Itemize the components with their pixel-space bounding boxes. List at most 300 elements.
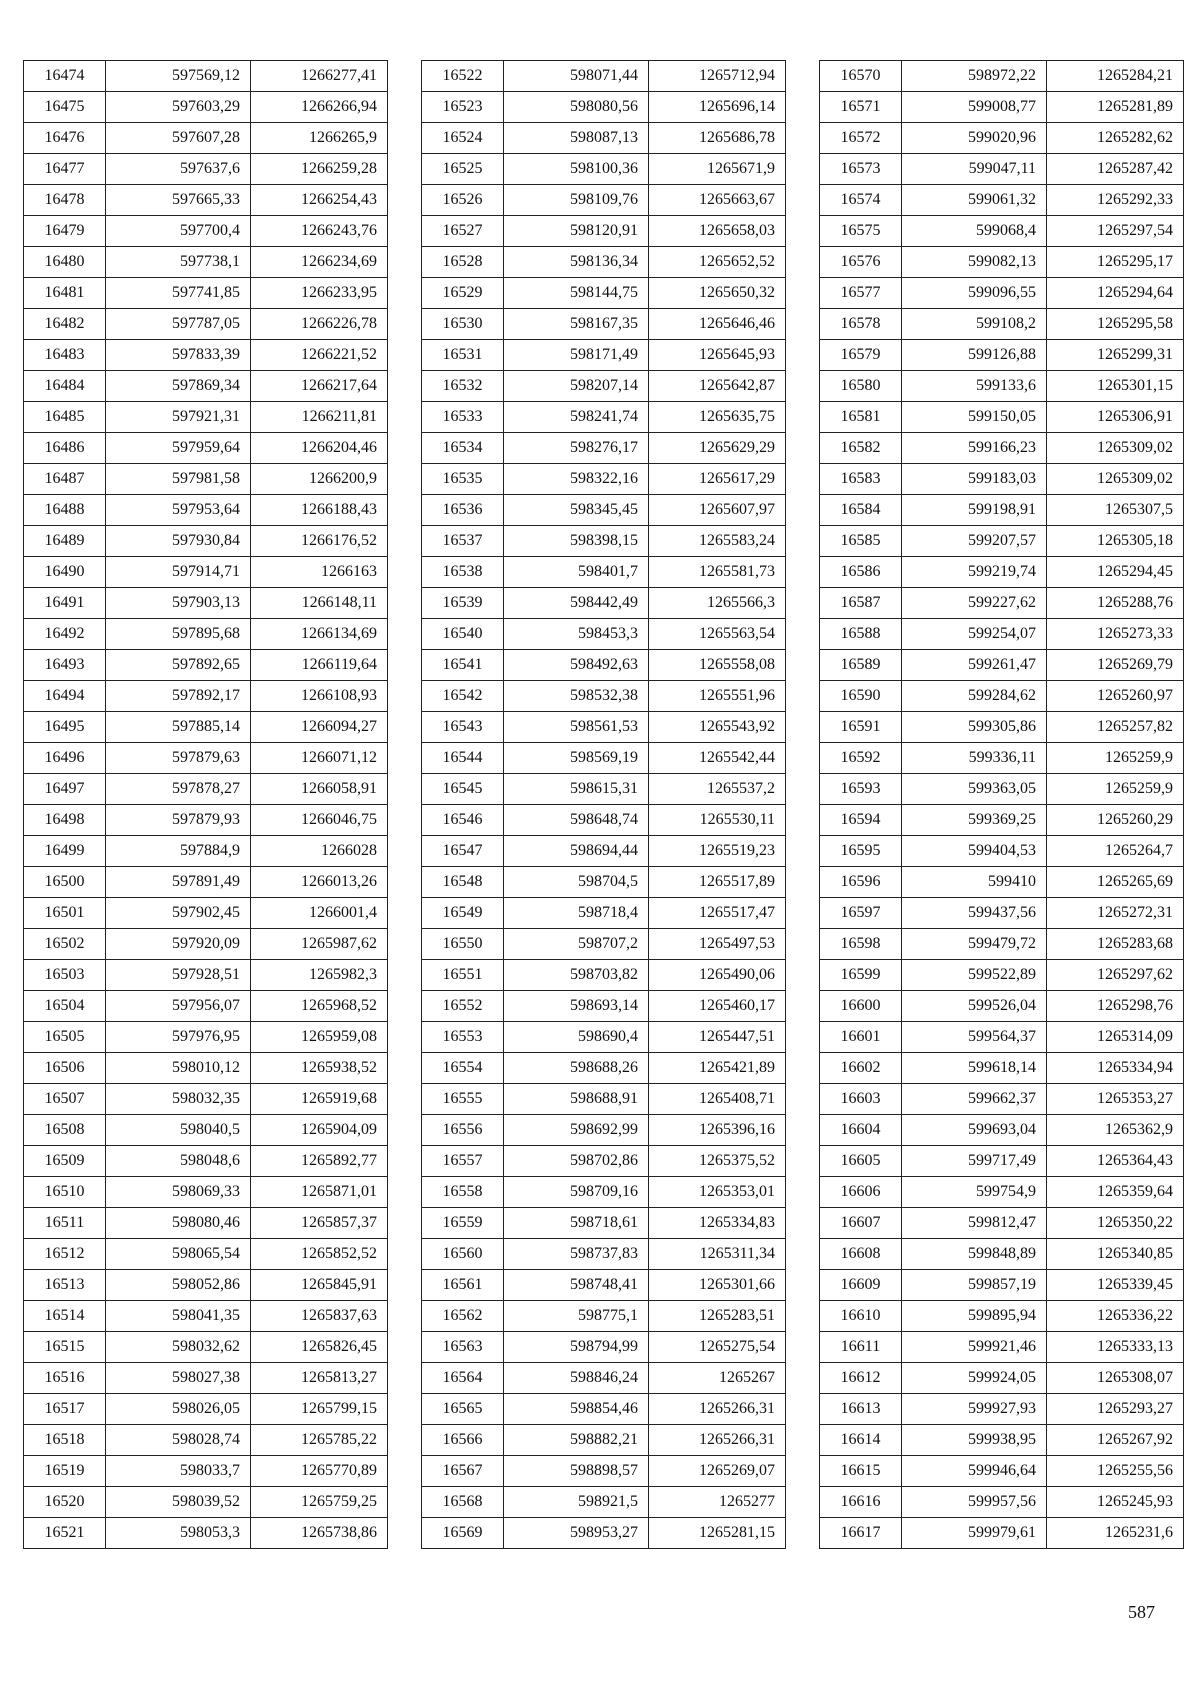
y-coordinate-cell: 1265566,3 [649, 588, 786, 619]
table-row [24, 1084, 388, 1115]
x-coordinate-cell: 598898,57 [504, 1456, 649, 1487]
point-number-cell: 16562 [422, 1301, 504, 1332]
point-number-cell: 16583 [820, 464, 902, 495]
table-row [820, 1518, 1184, 1549]
point-number-cell: 16560 [422, 1239, 504, 1270]
point-number-cell: 16612 [820, 1363, 902, 1394]
table-row [820, 774, 1184, 805]
x-coordinate-cell: 598100,36 [504, 154, 649, 185]
x-coordinate-cell: 598065,54 [106, 1239, 251, 1270]
x-coordinate-cell: 597930,84 [106, 526, 251, 557]
point-number-cell: 16532 [422, 371, 504, 402]
table-row [422, 309, 786, 340]
x-coordinate-cell: 598040,5 [106, 1115, 251, 1146]
point-number-cell: 16590 [820, 681, 902, 712]
y-coordinate-cell: 1265635,75 [649, 402, 786, 433]
y-coordinate-cell: 1265340,85 [1047, 1239, 1184, 1270]
point-number-cell: 16580 [820, 371, 902, 402]
point-number-cell: 16481 [24, 278, 106, 309]
y-coordinate-cell: 1265295,17 [1047, 247, 1184, 278]
y-coordinate-cell: 1266221,52 [251, 340, 388, 371]
table-row [422, 247, 786, 278]
table-row [24, 1270, 388, 1301]
y-coordinate-cell: 1265284,21 [1047, 61, 1184, 92]
y-coordinate-cell: 1265837,63 [251, 1301, 388, 1332]
point-number-cell: 16514 [24, 1301, 106, 1332]
point-number-cell: 16552 [422, 991, 504, 1022]
y-coordinate-cell: 1265845,91 [251, 1270, 388, 1301]
x-coordinate-cell: 598080,46 [106, 1208, 251, 1239]
y-coordinate-cell: 1265658,03 [649, 216, 786, 247]
x-coordinate-cell: 599261,47 [902, 650, 1047, 681]
table-row [820, 1115, 1184, 1146]
point-number-cell: 16576 [820, 247, 902, 278]
x-coordinate-cell: 599068,4 [902, 216, 1047, 247]
y-coordinate-cell: 1265293,27 [1047, 1394, 1184, 1425]
point-number-cell: 16497 [24, 774, 106, 805]
x-coordinate-cell: 599437,56 [902, 898, 1047, 929]
y-coordinate-cell: 1265530,11 [649, 805, 786, 836]
x-coordinate-cell: 597976,95 [106, 1022, 251, 1053]
table-row [820, 526, 1184, 557]
point-number-cell: 16522 [422, 61, 504, 92]
y-coordinate-cell: 1265938,52 [251, 1053, 388, 1084]
point-number-cell: 16496 [24, 743, 106, 774]
y-coordinate-cell: 1265245,93 [1047, 1487, 1184, 1518]
table-row [24, 247, 388, 278]
point-number-cell: 16523 [422, 92, 504, 123]
x-coordinate-cell: 599284,62 [902, 681, 1047, 712]
point-number-cell: 16548 [422, 867, 504, 898]
x-coordinate-cell: 597787,05 [106, 309, 251, 340]
table-row [422, 61, 786, 92]
point-number-cell: 16572 [820, 123, 902, 154]
point-number-cell: 16502 [24, 929, 106, 960]
point-number-cell: 16600 [820, 991, 902, 1022]
table-row [24, 1239, 388, 1270]
table-row [820, 1270, 1184, 1301]
point-number-cell: 16495 [24, 712, 106, 743]
x-coordinate-cell: 598921,5 [504, 1487, 649, 1518]
table-row [24, 123, 388, 154]
point-number-cell: 16574 [820, 185, 902, 216]
point-number-cell: 16615 [820, 1456, 902, 1487]
y-coordinate-cell: 1265334,83 [649, 1208, 786, 1239]
x-coordinate-cell: 597885,14 [106, 712, 251, 743]
table-row [422, 123, 786, 154]
x-coordinate-cell: 598071,44 [504, 61, 649, 92]
x-coordinate-cell: 599410 [902, 867, 1047, 898]
y-coordinate-cell: 1265266,31 [649, 1394, 786, 1425]
x-coordinate-cell: 597738,1 [106, 247, 251, 278]
x-coordinate-cell: 598144,75 [504, 278, 649, 309]
x-coordinate-cell: 598041,35 [106, 1301, 251, 1332]
y-coordinate-cell: 1265959,08 [251, 1022, 388, 1053]
x-coordinate-cell: 599219,74 [902, 557, 1047, 588]
x-coordinate-cell: 599979,61 [902, 1518, 1047, 1549]
y-coordinate-cell: 1266058,91 [251, 774, 388, 805]
table-row [422, 92, 786, 123]
point-number-cell: 16581 [820, 402, 902, 433]
table-row [422, 1394, 786, 1425]
table-row [24, 1518, 388, 1549]
table-row [820, 185, 1184, 216]
point-number-cell: 16591 [820, 712, 902, 743]
x-coordinate-cell: 598453,3 [504, 619, 649, 650]
y-coordinate-cell: 1265260,29 [1047, 805, 1184, 836]
page-number: 587 [1128, 1602, 1155, 1622]
y-coordinate-cell: 1265558,08 [649, 650, 786, 681]
point-number-cell: 16539 [422, 588, 504, 619]
x-coordinate-cell: 599008,77 [902, 92, 1047, 123]
y-coordinate-cell: 1265652,52 [649, 247, 786, 278]
point-number-cell: 16611 [820, 1332, 902, 1363]
y-coordinate-cell: 1265283,68 [1047, 929, 1184, 960]
point-number-cell: 16595 [820, 836, 902, 867]
y-coordinate-cell: 1265871,01 [251, 1177, 388, 1208]
y-coordinate-cell: 1266119,64 [251, 650, 388, 681]
y-coordinate-cell: 1266134,69 [251, 619, 388, 650]
y-coordinate-cell: 1266211,81 [251, 402, 388, 433]
point-number-cell: 16535 [422, 464, 504, 495]
y-coordinate-cell: 1265264,7 [1047, 836, 1184, 867]
y-coordinate-cell: 1265294,45 [1047, 557, 1184, 588]
y-coordinate-cell: 1265309,02 [1047, 433, 1184, 464]
point-number-cell: 16589 [820, 650, 902, 681]
y-coordinate-cell: 1266277,41 [251, 61, 388, 92]
y-coordinate-cell: 1265299,31 [1047, 340, 1184, 371]
point-number-cell: 16597 [820, 898, 902, 929]
table-row [422, 929, 786, 960]
y-coordinate-cell: 1265519,23 [649, 836, 786, 867]
y-coordinate-cell: 1265353,01 [649, 1177, 786, 1208]
x-coordinate-cell: 599133,6 [902, 371, 1047, 402]
table-row [422, 1301, 786, 1332]
point-number-cell: 16525 [422, 154, 504, 185]
table-row [24, 340, 388, 371]
x-coordinate-cell: 599150,05 [902, 402, 1047, 433]
x-coordinate-cell: 598207,14 [504, 371, 649, 402]
y-coordinate-cell: 1265375,52 [649, 1146, 786, 1177]
point-number-cell: 16476 [24, 123, 106, 154]
x-coordinate-cell: 598882,21 [504, 1425, 649, 1456]
y-coordinate-cell: 1265982,3 [251, 960, 388, 991]
x-coordinate-cell: 597603,29 [106, 92, 251, 123]
table-row [24, 92, 388, 123]
point-number-cell: 16517 [24, 1394, 106, 1425]
x-coordinate-cell: 598398,15 [504, 526, 649, 557]
x-coordinate-cell: 599047,11 [902, 154, 1047, 185]
table-row [422, 464, 786, 495]
point-number-cell: 16554 [422, 1053, 504, 1084]
y-coordinate-cell: 1265307,5 [1047, 495, 1184, 526]
point-number-cell: 16547 [422, 836, 504, 867]
y-coordinate-cell: 1265260,97 [1047, 681, 1184, 712]
y-coordinate-cell: 1265759,25 [251, 1487, 388, 1518]
x-coordinate-cell: 599564,37 [902, 1022, 1047, 1053]
x-coordinate-cell: 598026,05 [106, 1394, 251, 1425]
x-coordinate-cell: 598069,33 [106, 1177, 251, 1208]
point-number-cell: 16513 [24, 1270, 106, 1301]
table-row [820, 836, 1184, 867]
table-row [422, 1332, 786, 1363]
point-number-cell: 16596 [820, 867, 902, 898]
x-coordinate-cell: 598010,12 [106, 1053, 251, 1084]
y-coordinate-cell: 1265362,9 [1047, 1115, 1184, 1146]
table-row [820, 1208, 1184, 1239]
point-number-cell: 16578 [820, 309, 902, 340]
y-coordinate-cell: 1265396,16 [649, 1115, 786, 1146]
x-coordinate-cell: 599662,37 [902, 1084, 1047, 1115]
x-coordinate-cell: 599618,14 [902, 1053, 1047, 1084]
point-number-cell: 16542 [422, 681, 504, 712]
y-coordinate-cell: 1265537,2 [649, 774, 786, 805]
table-row [24, 929, 388, 960]
table-row [422, 1425, 786, 1456]
table-row [422, 1518, 786, 1549]
x-coordinate-cell: 598775,1 [504, 1301, 649, 1332]
x-coordinate-cell: 599693,04 [902, 1115, 1047, 1146]
y-coordinate-cell: 1266001,4 [251, 898, 388, 929]
point-number-cell: 16490 [24, 557, 106, 588]
point-number-cell: 16546 [422, 805, 504, 836]
table-row [24, 712, 388, 743]
point-number-cell: 16598 [820, 929, 902, 960]
point-number-cell: 16613 [820, 1394, 902, 1425]
point-number-cell: 16603 [820, 1084, 902, 1115]
point-number-cell: 16474 [24, 61, 106, 92]
point-number-cell: 16505 [24, 1022, 106, 1053]
y-coordinate-cell: 1265281,15 [649, 1518, 786, 1549]
table-row [820, 1084, 1184, 1115]
table-row [422, 836, 786, 867]
x-coordinate-cell: 597833,39 [106, 340, 251, 371]
point-number-cell: 16567 [422, 1456, 504, 1487]
point-number-cell: 16557 [422, 1146, 504, 1177]
table-row [422, 340, 786, 371]
y-coordinate-cell: 1265288,76 [1047, 588, 1184, 619]
x-coordinate-cell: 598648,74 [504, 805, 649, 836]
table-row [820, 650, 1184, 681]
point-number-cell: 16609 [820, 1270, 902, 1301]
point-number-cell: 16588 [820, 619, 902, 650]
x-coordinate-cell: 598027,38 [106, 1363, 251, 1394]
point-number-cell: 16508 [24, 1115, 106, 1146]
y-coordinate-cell: 1265857,37 [251, 1208, 388, 1239]
table-row [820, 495, 1184, 526]
table-row [24, 1115, 388, 1146]
y-coordinate-cell: 1265309,02 [1047, 464, 1184, 495]
table-row [422, 1363, 786, 1394]
table-row [24, 154, 388, 185]
x-coordinate-cell: 598241,74 [504, 402, 649, 433]
point-number-cell: 16570 [820, 61, 902, 92]
x-coordinate-cell: 598033,7 [106, 1456, 251, 1487]
point-number-cell: 16524 [422, 123, 504, 154]
table-row [24, 61, 388, 92]
x-coordinate-cell: 598693,14 [504, 991, 649, 1022]
table-row [422, 278, 786, 309]
y-coordinate-cell: 1265517,89 [649, 867, 786, 898]
x-coordinate-cell: 599927,93 [902, 1394, 1047, 1425]
y-coordinate-cell: 1265273,33 [1047, 619, 1184, 650]
point-number-cell: 16527 [422, 216, 504, 247]
table-row [820, 464, 1184, 495]
point-number-cell: 16541 [422, 650, 504, 681]
y-coordinate-cell: 1265314,09 [1047, 1022, 1184, 1053]
y-coordinate-cell: 1265334,94 [1047, 1053, 1184, 1084]
y-coordinate-cell: 1266163 [251, 557, 388, 588]
point-number-cell: 16488 [24, 495, 106, 526]
y-coordinate-cell: 1265267 [649, 1363, 786, 1394]
table-row [422, 712, 786, 743]
x-coordinate-cell: 598846,24 [504, 1363, 649, 1394]
point-number-cell: 16482 [24, 309, 106, 340]
table-row [24, 743, 388, 774]
point-number-cell: 16503 [24, 960, 106, 991]
table-row [24, 216, 388, 247]
y-coordinate-cell: 1265339,45 [1047, 1270, 1184, 1301]
table-row [820, 1146, 1184, 1177]
x-coordinate-cell: 599848,89 [902, 1239, 1047, 1270]
x-coordinate-cell: 598561,53 [504, 712, 649, 743]
y-coordinate-cell: 1265563,54 [649, 619, 786, 650]
x-coordinate-cell: 597903,13 [106, 588, 251, 619]
table-row [24, 464, 388, 495]
table-row [820, 309, 1184, 340]
x-coordinate-cell: 597895,68 [106, 619, 251, 650]
y-coordinate-cell: 1265287,42 [1047, 154, 1184, 185]
y-coordinate-cell: 1265799,15 [251, 1394, 388, 1425]
table-row [422, 805, 786, 836]
y-coordinate-cell: 1265265,69 [1047, 867, 1184, 898]
point-number-cell: 16519 [24, 1456, 106, 1487]
x-coordinate-cell: 598048,6 [106, 1146, 251, 1177]
point-number-cell: 16540 [422, 619, 504, 650]
table-row [422, 1456, 786, 1487]
point-number-cell: 16549 [422, 898, 504, 929]
y-coordinate-cell: 1265275,54 [649, 1332, 786, 1363]
table-row [820, 557, 1184, 588]
x-coordinate-cell: 599526,04 [902, 991, 1047, 1022]
x-coordinate-cell: 597892,17 [106, 681, 251, 712]
point-number-cell: 16544 [422, 743, 504, 774]
point-number-cell: 16510 [24, 1177, 106, 1208]
point-number-cell: 16520 [24, 1487, 106, 1518]
x-coordinate-cell: 598171,49 [504, 340, 649, 371]
y-coordinate-cell: 1265259,9 [1047, 743, 1184, 774]
table-row [422, 557, 786, 588]
y-coordinate-cell: 1265269,79 [1047, 650, 1184, 681]
y-coordinate-cell: 1265447,51 [649, 1022, 786, 1053]
point-number-cell: 16528 [422, 247, 504, 278]
point-number-cell: 16492 [24, 619, 106, 650]
y-coordinate-cell: 1265306,91 [1047, 402, 1184, 433]
y-coordinate-cell: 1265543,92 [649, 712, 786, 743]
x-coordinate-cell: 598615,31 [504, 774, 649, 805]
table-row [820, 340, 1184, 371]
x-coordinate-cell: 598087,13 [504, 123, 649, 154]
x-coordinate-cell: 598039,52 [106, 1487, 251, 1518]
x-coordinate-cell: 599336,11 [902, 743, 1047, 774]
x-coordinate-cell: 598854,46 [504, 1394, 649, 1425]
x-coordinate-cell: 599061,32 [902, 185, 1047, 216]
x-coordinate-cell: 599363,05 [902, 774, 1047, 805]
y-coordinate-cell: 1266217,64 [251, 371, 388, 402]
y-coordinate-cell: 1265497,53 [649, 929, 786, 960]
table-row [820, 1301, 1184, 1332]
point-number-cell: 16616 [820, 1487, 902, 1518]
table-row [820, 743, 1184, 774]
x-coordinate-cell: 598794,99 [504, 1332, 649, 1363]
y-coordinate-cell: 1265712,94 [649, 61, 786, 92]
x-coordinate-cell: 598442,49 [504, 588, 649, 619]
y-coordinate-cell: 1265336,22 [1047, 1301, 1184, 1332]
x-coordinate-cell: 599305,86 [902, 712, 1047, 743]
x-coordinate-cell: 599096,55 [902, 278, 1047, 309]
point-number-cell: 16506 [24, 1053, 106, 1084]
y-coordinate-cell: 1265359,64 [1047, 1177, 1184, 1208]
x-coordinate-cell: 598972,22 [902, 61, 1047, 92]
y-coordinate-cell: 1265826,45 [251, 1332, 388, 1363]
table-row [24, 371, 388, 402]
x-coordinate-cell: 598080,56 [504, 92, 649, 123]
table-row [422, 154, 786, 185]
point-number-cell: 16489 [24, 526, 106, 557]
point-number-cell: 16493 [24, 650, 106, 681]
y-coordinate-cell: 1265785,22 [251, 1425, 388, 1456]
x-coordinate-cell: 598737,83 [504, 1239, 649, 1270]
x-coordinate-cell: 598052,86 [106, 1270, 251, 1301]
y-coordinate-cell: 1265294,64 [1047, 278, 1184, 309]
x-coordinate-cell: 599717,49 [902, 1146, 1047, 1177]
x-coordinate-cell: 598718,61 [504, 1208, 649, 1239]
table-row [24, 1208, 388, 1239]
table-row [422, 495, 786, 526]
point-number-cell: 16504 [24, 991, 106, 1022]
point-number-cell: 16556 [422, 1115, 504, 1146]
y-coordinate-cell: 1265583,24 [649, 526, 786, 557]
x-coordinate-cell: 597569,12 [106, 61, 251, 92]
y-coordinate-cell: 1265408,71 [649, 1084, 786, 1115]
y-coordinate-cell: 1265919,68 [251, 1084, 388, 1115]
y-coordinate-cell: 1265281,89 [1047, 92, 1184, 123]
x-coordinate-cell: 598748,41 [504, 1270, 649, 1301]
coordinate-table-2 [421, 60, 786, 1549]
table-row [422, 1053, 786, 1084]
point-number-cell: 16569 [422, 1518, 504, 1549]
table-row [24, 867, 388, 898]
x-coordinate-cell: 598532,38 [504, 681, 649, 712]
x-coordinate-cell: 598688,91 [504, 1084, 649, 1115]
table-row [24, 588, 388, 619]
table-row [820, 1394, 1184, 1425]
table-row [820, 805, 1184, 836]
table-row [422, 1115, 786, 1146]
point-number-cell: 16479 [24, 216, 106, 247]
x-coordinate-cell: 598694,44 [504, 836, 649, 867]
point-number-cell: 16617 [820, 1518, 902, 1549]
y-coordinate-cell: 1265311,34 [649, 1239, 786, 1270]
point-number-cell: 16515 [24, 1332, 106, 1363]
y-coordinate-cell: 1265298,76 [1047, 991, 1184, 1022]
table-row [24, 991, 388, 1022]
point-number-cell: 16587 [820, 588, 902, 619]
y-coordinate-cell: 1265305,18 [1047, 526, 1184, 557]
y-coordinate-cell: 1266226,78 [251, 309, 388, 340]
x-coordinate-cell: 598953,27 [504, 1518, 649, 1549]
point-number-cell: 16494 [24, 681, 106, 712]
